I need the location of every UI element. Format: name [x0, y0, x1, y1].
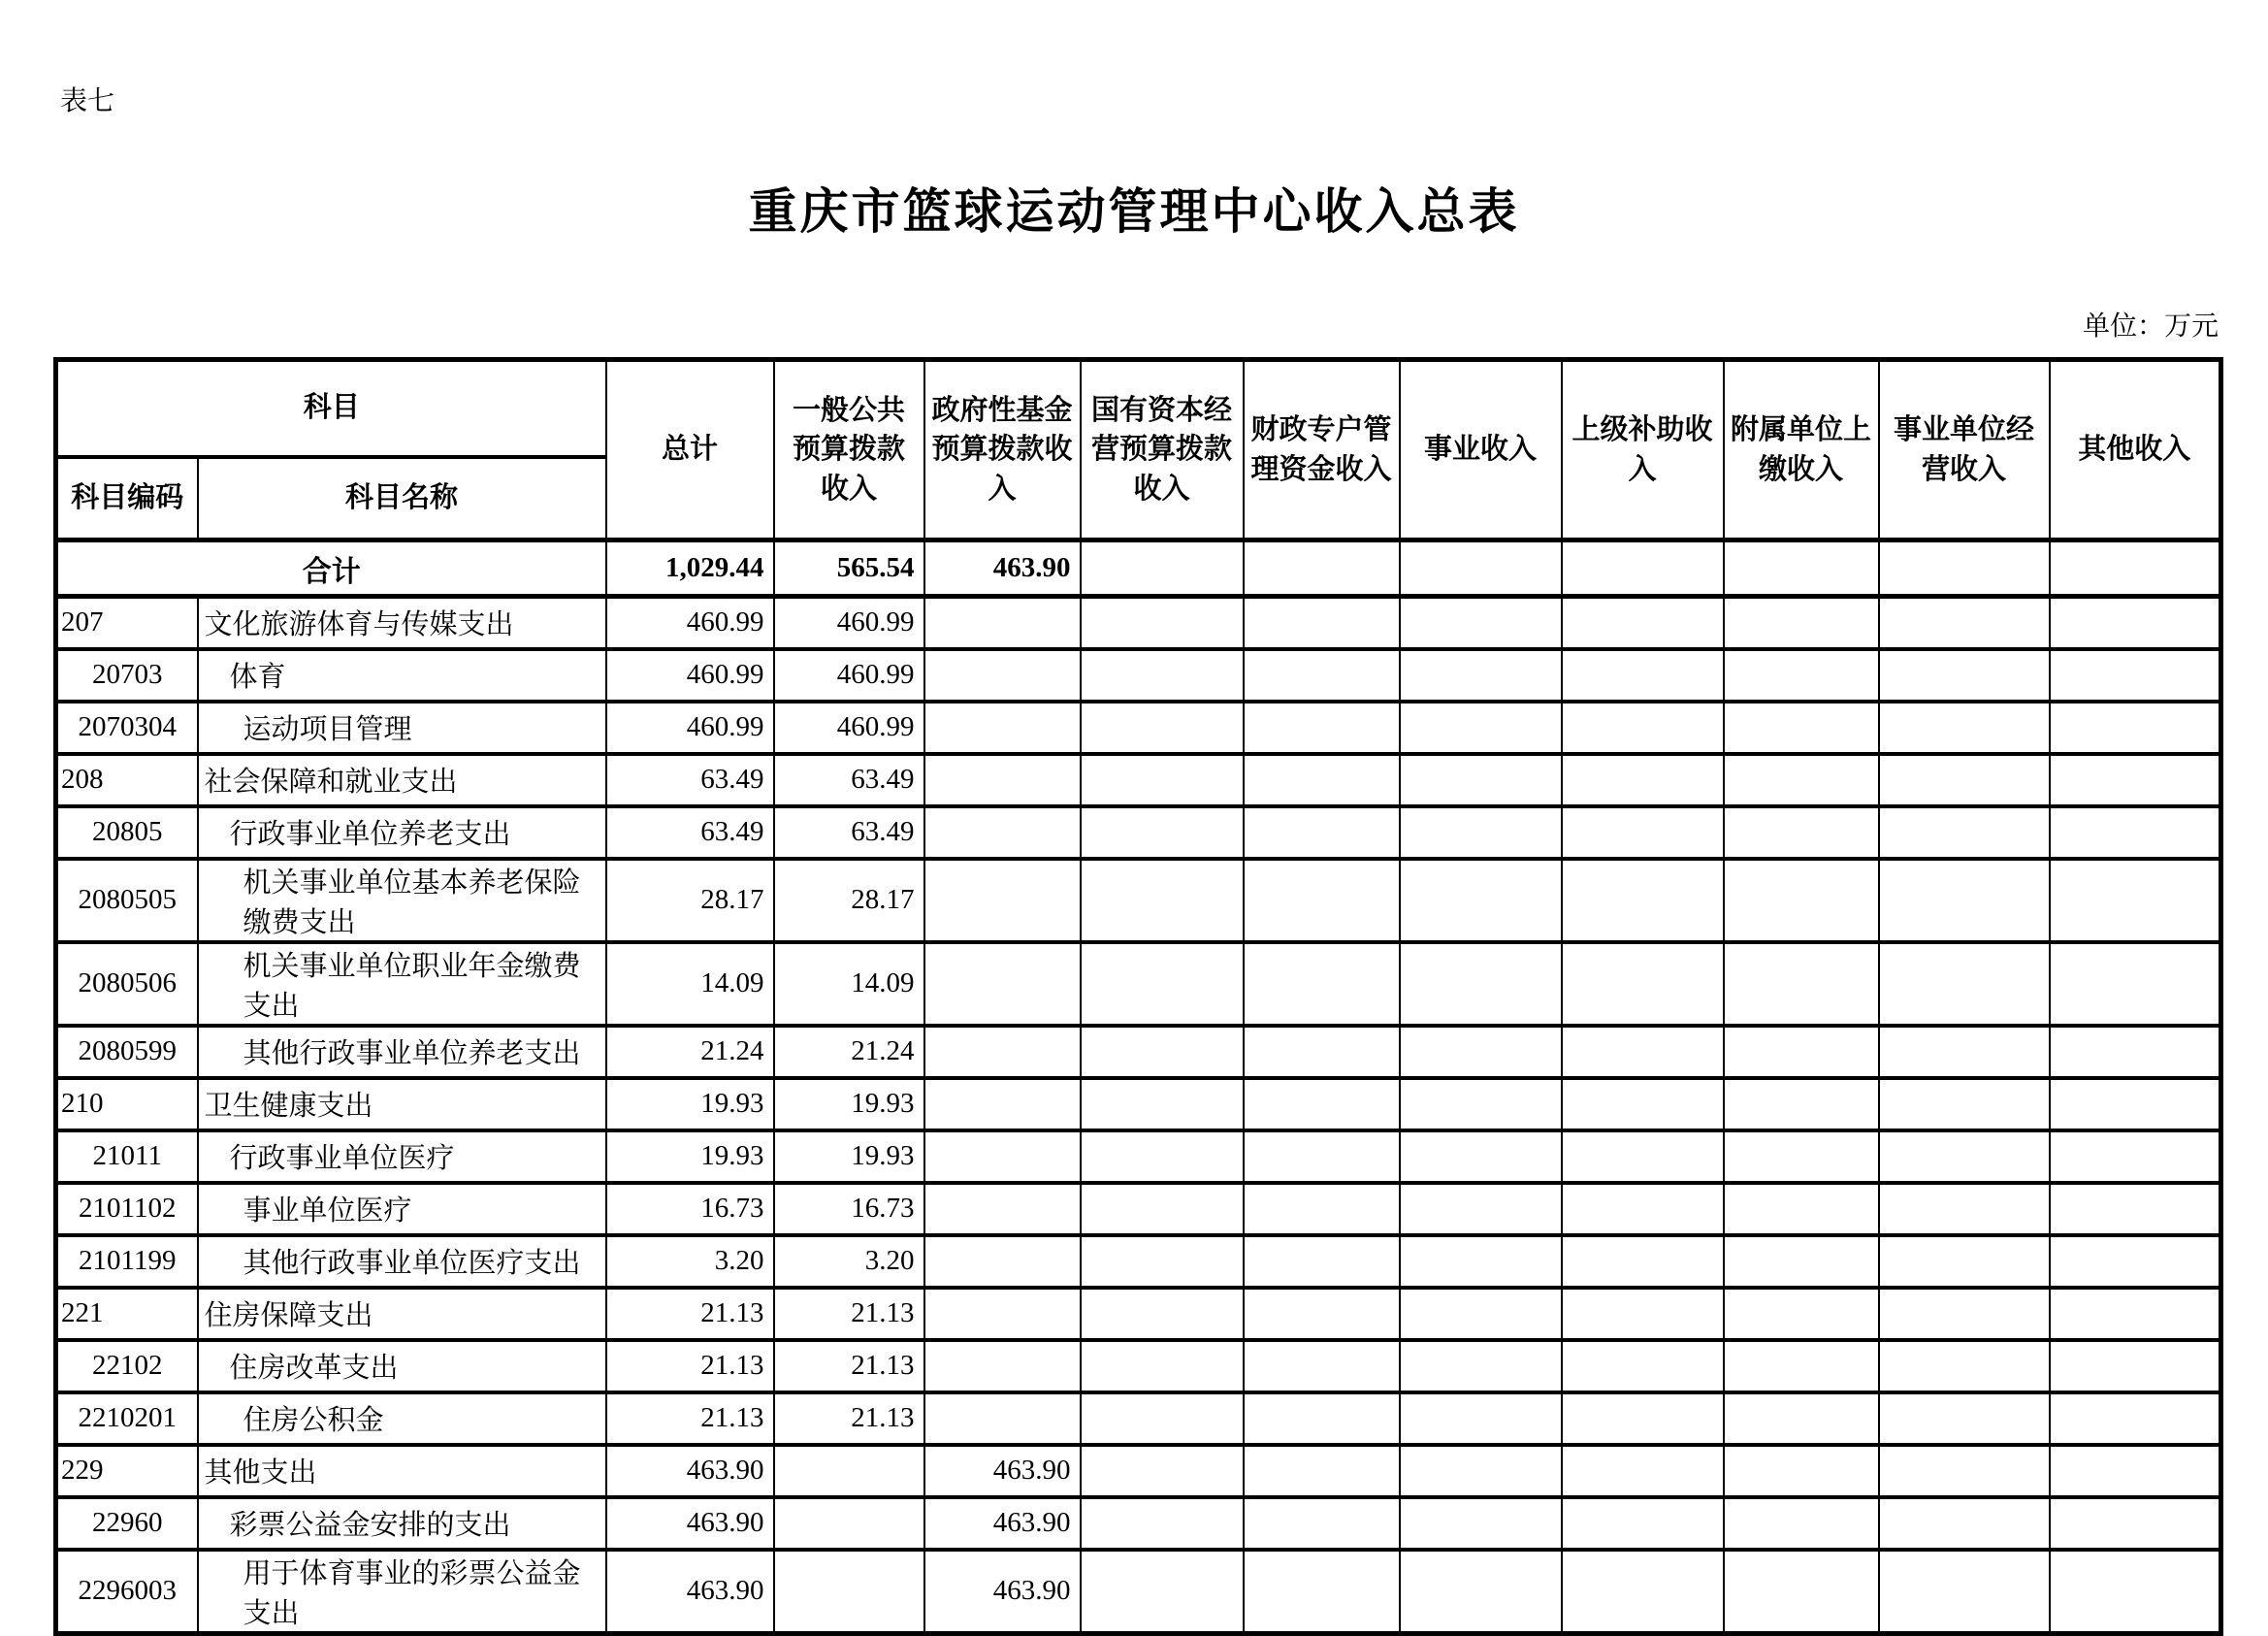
total-value-cell [1724, 540, 1879, 597]
header-subject-code: 科目编码 [56, 457, 198, 540]
value-cell [2050, 1392, 2221, 1445]
value-cell [1562, 1235, 1724, 1288]
value-cell [2050, 597, 2221, 649]
unit-note: 单位：万元 [2082, 311, 2219, 342]
value-cell [774, 1445, 924, 1497]
value-cell [924, 702, 1081, 754]
subject-code-cell: 207 [56, 597, 198, 649]
header-col-total: 总计 [606, 360, 774, 540]
table-row [56, 1130, 2221, 1183]
value-cell [1244, 942, 1400, 1026]
value-cell: 14.09 [606, 942, 774, 1026]
value-cell [1724, 1130, 1879, 1183]
value-cell [1562, 1340, 1724, 1392]
value-cell [1244, 597, 1400, 649]
value-cell [1562, 702, 1724, 754]
value-cell [1562, 1288, 1724, 1340]
value-cell: 28.17 [606, 859, 774, 942]
value-cell [1400, 1078, 1562, 1130]
value-cell [1724, 859, 1879, 942]
subject-name-cell: 机关事业单位职业年金缴费支出 [198, 942, 606, 1026]
subject-code-cell: 221 [56, 1288, 198, 1340]
subject-code-cell: 2101102 [56, 1183, 198, 1235]
total-value-cell [1400, 540, 1562, 597]
value-cell: 16.73 [774, 1183, 924, 1235]
value-cell [2050, 1288, 2221, 1340]
value-cell [1244, 1288, 1400, 1340]
value-cell [1081, 1078, 1244, 1130]
subject-name-cell: 住房公积金 [198, 1392, 606, 1445]
value-cell [1879, 1497, 2050, 1550]
value-cell [1400, 1445, 1562, 1497]
value-cell [1724, 1550, 1879, 1634]
value-cell [1244, 1078, 1400, 1130]
value-cell [1400, 649, 1562, 702]
table-row [56, 1235, 2221, 1288]
value-cell [924, 1340, 1081, 1392]
value-cell [2050, 1183, 2221, 1235]
value-cell [1724, 1078, 1879, 1130]
value-cell [1562, 1183, 1724, 1235]
value-cell [1879, 1130, 2050, 1183]
value-cell [2050, 1497, 2221, 1550]
table-row [56, 1445, 2221, 1497]
value-cell [1724, 1288, 1879, 1340]
subject-name-cell: 行政事业单位医疗 [198, 1130, 606, 1183]
subject-name-cell: 住房保障支出 [198, 1288, 606, 1340]
value-cell [1879, 597, 2050, 649]
value-cell [1400, 1392, 1562, 1445]
subject-name-cell: 住房改革支出 [198, 1340, 606, 1392]
value-cell [1244, 649, 1400, 702]
total-value-cell: 565.54 [774, 540, 924, 597]
value-cell [2050, 702, 2221, 754]
subject-code-cell: 22102 [56, 1340, 198, 1392]
value-cell [924, 942, 1081, 1026]
value-cell [2050, 754, 2221, 806]
value-cell [1400, 1550, 1562, 1634]
subject-code-cell: 2080505 [56, 859, 198, 942]
value-cell: 21.13 [606, 1288, 774, 1340]
value-cell [1081, 1550, 1244, 1634]
page-title: 重庆市篮球运动管理中心收入总表 [748, 184, 1520, 239]
value-cell [1879, 702, 2050, 754]
subject-code-cell: 2080599 [56, 1026, 198, 1078]
table-row [56, 649, 2221, 702]
value-cell [1562, 1026, 1724, 1078]
value-cell: 19.93 [606, 1130, 774, 1183]
subject-code-cell: 20703 [56, 649, 198, 702]
value-cell [1081, 1497, 1244, 1550]
value-cell [1081, 1445, 1244, 1497]
value-cell: 21.13 [774, 1392, 924, 1445]
subject-code-cell: 229 [56, 1445, 198, 1497]
header-col-general-budget-income: 一般公共预算拨款收入 [774, 360, 924, 540]
value-cell [1879, 1026, 2050, 1078]
value-cell [924, 859, 1081, 942]
subject-name-cell: 其他行政事业单位养老支出 [198, 1026, 606, 1078]
subject-code-cell: 2101199 [56, 1235, 198, 1288]
table-row [56, 1497, 2221, 1550]
value-cell [1879, 1078, 2050, 1130]
subject-code-cell: 21011 [56, 1130, 198, 1183]
value-cell [1244, 702, 1400, 754]
value-cell [1244, 1235, 1400, 1288]
value-cell [1562, 806, 1724, 859]
value-cell [1562, 1445, 1724, 1497]
header-col-fiscal-special-account-income: 财政专户管理资金收入 [1244, 360, 1400, 540]
subject-code-cell: 210 [56, 1078, 198, 1130]
value-cell: 463.90 [924, 1445, 1081, 1497]
table-row [56, 597, 2221, 649]
header-col-gov-fund-income: 政府性基金预算拨款收入 [924, 360, 1081, 540]
value-cell [1400, 754, 1562, 806]
value-cell [1879, 942, 2050, 1026]
subject-code-cell: 22960 [56, 1497, 198, 1550]
value-cell [1879, 859, 2050, 942]
value-cell [1879, 1183, 2050, 1235]
value-cell [1400, 1288, 1562, 1340]
value-cell [1081, 1288, 1244, 1340]
value-cell [1081, 1183, 1244, 1235]
value-cell [1724, 597, 1879, 649]
value-cell: 463.90 [606, 1445, 774, 1497]
subject-name-cell: 行政事业单位养老支出 [198, 806, 606, 859]
header-col-other-income: 其他收入 [2050, 360, 2221, 540]
value-cell: 460.99 [606, 702, 774, 754]
value-cell [1879, 1550, 2050, 1634]
value-cell [1244, 1497, 1400, 1550]
value-cell: 460.99 [774, 649, 924, 702]
value-cell [774, 1497, 924, 1550]
value-cell: 460.99 [774, 702, 924, 754]
value-cell: 63.49 [774, 806, 924, 859]
value-cell [1562, 649, 1724, 702]
value-cell [1400, 1130, 1562, 1183]
total-value-cell [1081, 540, 1244, 597]
total-value-cell [1244, 540, 1400, 597]
value-cell [1562, 859, 1724, 942]
value-cell: 460.99 [606, 597, 774, 649]
value-cell [924, 1392, 1081, 1445]
value-cell [1879, 806, 2050, 859]
value-cell: 463.90 [924, 1550, 1081, 1634]
value-cell [2050, 1550, 2221, 1634]
value-cell [1400, 806, 1562, 859]
table-row [56, 942, 2221, 1026]
subject-name-cell: 卫生健康支出 [198, 1078, 606, 1130]
header-col-state-capital-income: 国有资本经营预算拨款收入 [1081, 360, 1244, 540]
value-cell [1879, 1445, 2050, 1497]
value-cell [924, 1183, 1081, 1235]
value-cell [1081, 859, 1244, 942]
subject-code-cell: 20805 [56, 806, 198, 859]
header-subject-group: 科目 [56, 360, 606, 457]
value-cell: 463.90 [606, 1550, 774, 1634]
value-cell [1879, 1235, 2050, 1288]
header-col-business-income: 事业收入 [1400, 360, 1562, 540]
value-cell [1724, 1392, 1879, 1445]
value-cell: 463.90 [924, 1497, 1081, 1550]
value-cell [2050, 1078, 2221, 1130]
value-cell: 63.49 [606, 754, 774, 806]
value-cell: 460.99 [774, 597, 924, 649]
value-cell [924, 754, 1081, 806]
value-cell [1562, 1392, 1724, 1445]
value-cell: 63.49 [606, 806, 774, 859]
value-cell: 21.13 [774, 1340, 924, 1392]
value-cell [1724, 1497, 1879, 1550]
subject-name-cell: 用于体育事业的彩票公益金支出 [198, 1550, 606, 1634]
value-cell: 19.93 [774, 1130, 924, 1183]
value-cell [1724, 806, 1879, 859]
value-cell [1081, 597, 1244, 649]
value-cell [1562, 1130, 1724, 1183]
header-col-superior-subsidy-income: 上级补助收入 [1562, 360, 1724, 540]
value-cell [1724, 1183, 1879, 1235]
table-row [56, 702, 2221, 754]
value-cell [1081, 702, 1244, 754]
value-cell [1081, 1392, 1244, 1445]
value-cell: 463.90 [606, 1497, 774, 1550]
income-table [53, 357, 2223, 1636]
value-cell [1244, 1183, 1400, 1235]
value-cell [1400, 859, 1562, 942]
value-cell: 460.99 [606, 649, 774, 702]
value-cell [1562, 1078, 1724, 1130]
value-cell [1879, 1288, 2050, 1340]
value-cell: 3.20 [774, 1235, 924, 1288]
table-row [56, 1183, 2221, 1235]
value-cell [1244, 1550, 1400, 1634]
value-cell [1081, 1340, 1244, 1392]
value-cell [1244, 806, 1400, 859]
value-cell [1244, 754, 1400, 806]
value-cell [924, 1288, 1081, 1340]
value-cell [1724, 702, 1879, 754]
value-cell [1879, 754, 2050, 806]
value-cell [1562, 754, 1724, 806]
table-row [56, 754, 2221, 806]
value-cell [1724, 1340, 1879, 1392]
value-cell: 21.13 [606, 1340, 774, 1392]
value-cell [924, 1078, 1081, 1130]
value-cell [1244, 859, 1400, 942]
value-cell: 63.49 [774, 754, 924, 806]
value-cell [1879, 1392, 2050, 1445]
value-cell [2050, 1130, 2221, 1183]
value-cell [924, 597, 1081, 649]
value-cell: 19.93 [606, 1078, 774, 1130]
total-value-cell: 1,029.44 [606, 540, 774, 597]
table-row [56, 1392, 2221, 1445]
value-cell [2050, 942, 2221, 1026]
value-cell: 21.24 [774, 1026, 924, 1078]
header-col-affiliated-unit-income: 附属单位上缴收入 [1724, 360, 1879, 540]
value-cell [1244, 1392, 1400, 1445]
value-cell [1724, 1235, 1879, 1288]
value-cell: 19.93 [774, 1078, 924, 1130]
table-row [56, 1078, 2221, 1130]
subject-name-cell: 社会保障和就业支出 [198, 754, 606, 806]
value-cell [1562, 597, 1724, 649]
total-value-cell [1879, 540, 2050, 597]
value-cell: 14.09 [774, 942, 924, 1026]
subject-code-cell: 2296003 [56, 1550, 198, 1634]
value-cell [1081, 1235, 1244, 1288]
subject-name-cell: 运动项目管理 [198, 702, 606, 754]
value-cell [1400, 702, 1562, 754]
value-cell [1400, 1026, 1562, 1078]
subject-code-cell: 208 [56, 754, 198, 806]
value-cell [924, 1026, 1081, 1078]
value-cell: 16.73 [606, 1183, 774, 1235]
value-cell [1081, 1130, 1244, 1183]
value-cell [1879, 1340, 2050, 1392]
value-cell [1244, 1130, 1400, 1183]
value-cell [2050, 859, 2221, 942]
table-row [56, 1550, 2221, 1634]
value-cell [1081, 806, 1244, 859]
subject-name-cell: 机关事业单位基本养老保险缴费支出 [198, 859, 606, 942]
value-cell [1081, 649, 1244, 702]
value-cell [1400, 1340, 1562, 1392]
value-cell [1724, 942, 1879, 1026]
value-cell [1562, 1550, 1724, 1634]
value-cell: 21.13 [774, 1288, 924, 1340]
value-cell [1081, 1026, 1244, 1078]
table-row [56, 1340, 2221, 1392]
table-row [56, 1288, 2221, 1340]
subject-name-cell: 其他行政事业单位医疗支出 [198, 1235, 606, 1288]
value-cell [1724, 1445, 1879, 1497]
value-cell [924, 649, 1081, 702]
value-cell [1244, 1445, 1400, 1497]
value-cell [1724, 1026, 1879, 1078]
total-value-cell [1562, 540, 1724, 597]
value-cell [924, 1130, 1081, 1183]
value-cell [2050, 1235, 2221, 1288]
subject-name-cell: 其他支出 [198, 1445, 606, 1497]
subject-name-cell: 文化旅游体育与传媒支出 [198, 597, 606, 649]
header-row-main [56, 360, 2221, 457]
value-cell: 28.17 [774, 859, 924, 942]
value-cell [1400, 1235, 1562, 1288]
value-cell [1081, 754, 1244, 806]
value-cell: 21.13 [606, 1392, 774, 1445]
value-cell [1879, 649, 2050, 702]
value-cell [2050, 1340, 2221, 1392]
value-cell [1562, 1497, 1724, 1550]
subject-code-cell: 2070304 [56, 702, 198, 754]
value-cell [1724, 754, 1879, 806]
total-value-cell [2050, 540, 2221, 597]
table-row [56, 1026, 2221, 1078]
value-cell [1400, 942, 1562, 1026]
total-row-label: 合计 [56, 540, 606, 597]
value-cell [1244, 1340, 1400, 1392]
value-cell [774, 1550, 924, 1634]
value-cell [924, 1235, 1081, 1288]
table-row [56, 859, 2221, 942]
subject-code-cell: 2080506 [56, 942, 198, 1026]
total-row [56, 540, 2221, 597]
value-cell [2050, 806, 2221, 859]
value-cell: 21.24 [606, 1026, 774, 1078]
value-cell [2050, 1445, 2221, 1497]
value-cell [924, 806, 1081, 859]
subject-name-cell: 事业单位医疗 [198, 1183, 606, 1235]
value-cell [1244, 1026, 1400, 1078]
table-row [56, 806, 2221, 859]
value-cell [1400, 1497, 1562, 1550]
total-value-cell: 463.90 [924, 540, 1081, 597]
value-cell [1400, 597, 1562, 649]
value-cell [2050, 649, 2221, 702]
value-cell [1562, 942, 1724, 1026]
header-subject-name: 科目名称 [198, 457, 606, 540]
subject-name-cell: 体育 [198, 649, 606, 702]
value-cell [2050, 1026, 2221, 1078]
value-cell: 3.20 [606, 1235, 774, 1288]
value-cell [1724, 649, 1879, 702]
table-number-label: 表七 [60, 86, 115, 116]
value-cell [1081, 942, 1244, 1026]
value-cell [1400, 1183, 1562, 1235]
header-col-operating-income: 事业单位经营收入 [1879, 360, 2050, 540]
subject-code-cell: 2210201 [56, 1392, 198, 1445]
subject-name-cell: 彩票公益金安排的支出 [198, 1497, 606, 1550]
